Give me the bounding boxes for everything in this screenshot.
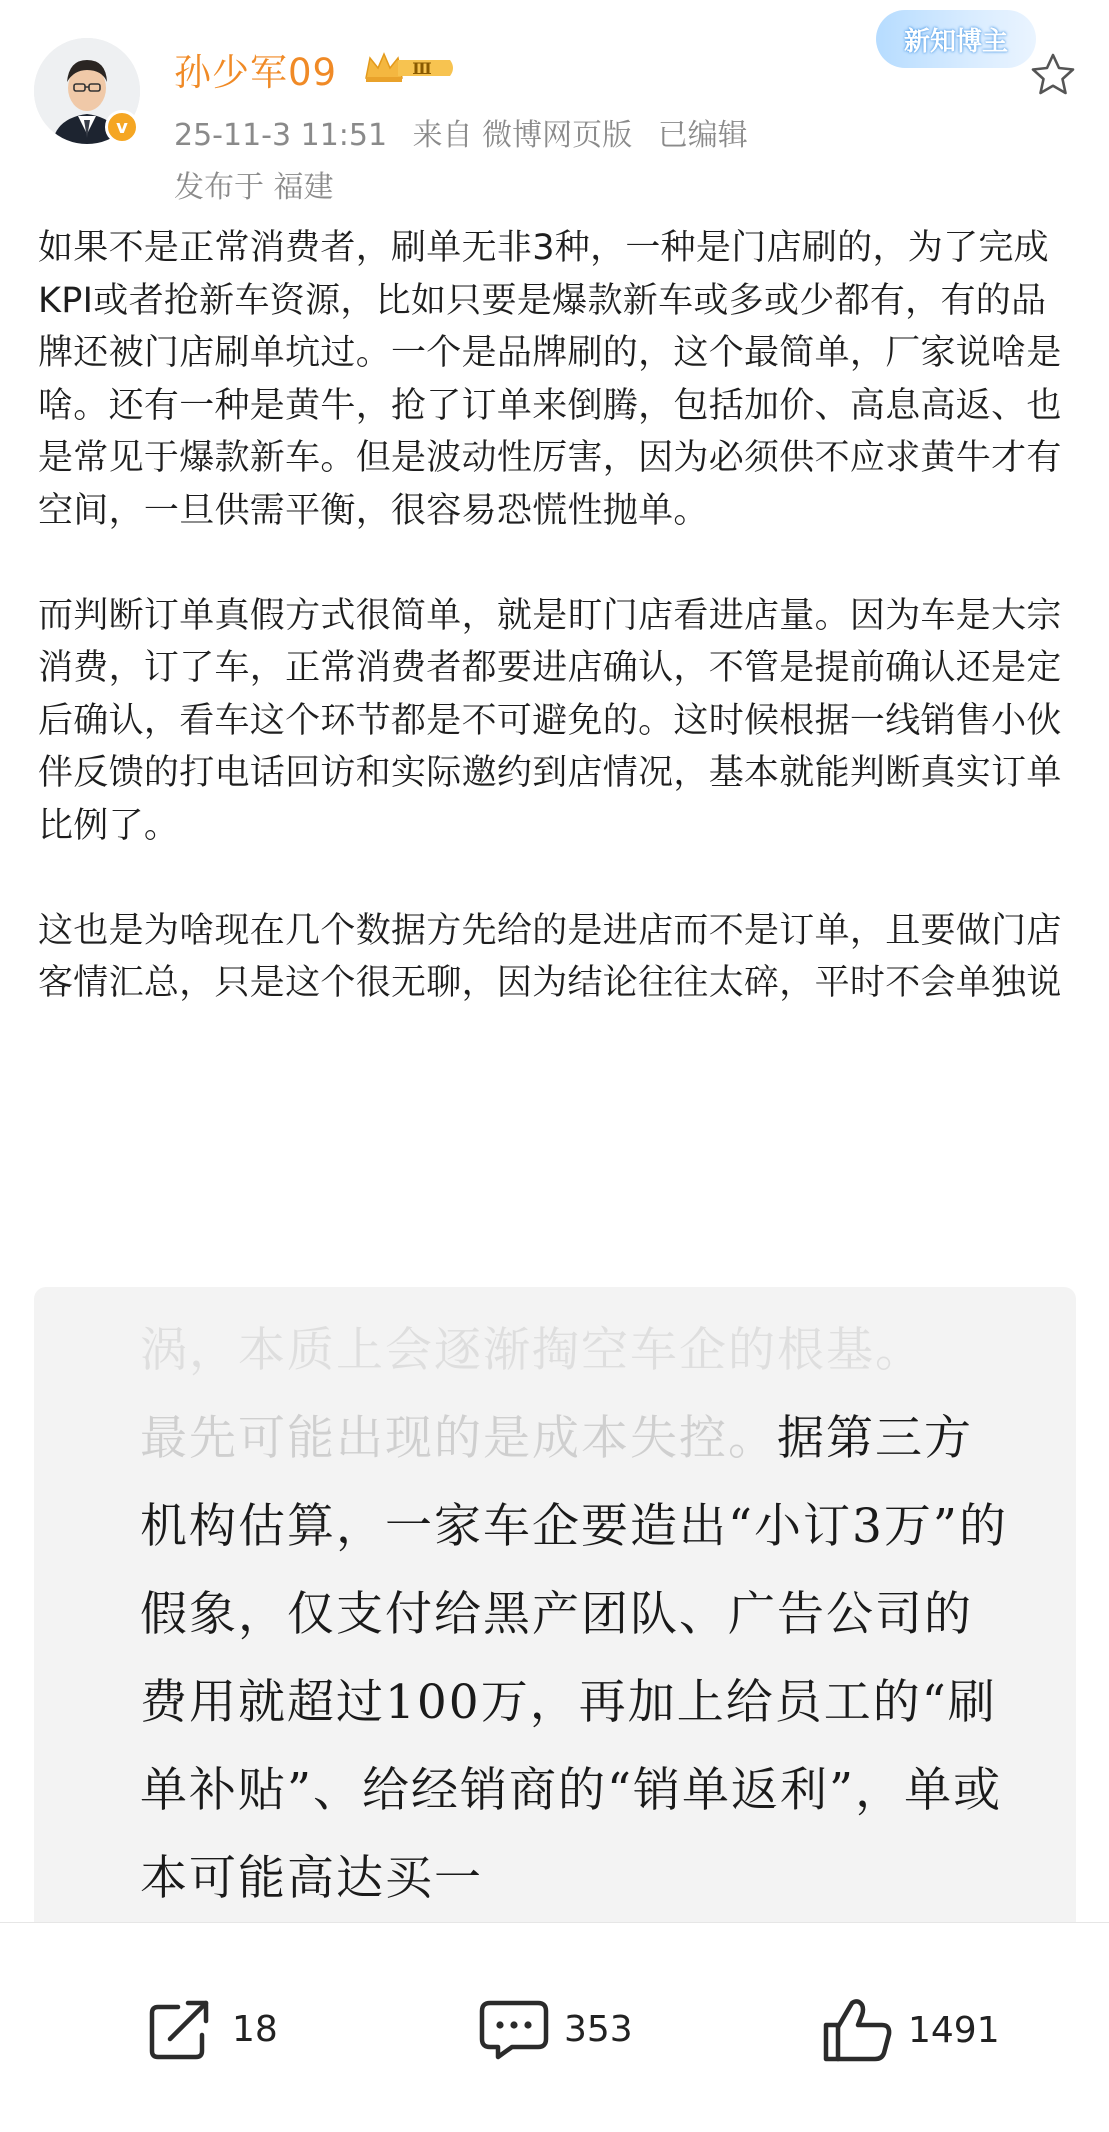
level-badge-text: Ⅲ (412, 59, 432, 78)
favorite-star-icon[interactable] (1030, 52, 1076, 96)
post-header (0, 0, 1109, 210)
post-body (38, 222, 1078, 1062)
action-bar (0, 1922, 1109, 2132)
post-meta (174, 110, 764, 154)
comment-icon (478, 1997, 550, 2061)
thumbs-up-icon (822, 1997, 894, 2063)
quoted-article-text (140, 1307, 1020, 1923)
quote-body: 据第三方机构估算，一家车企要造出“小订3万”的假象，仅支付给黑产团队、广告公司的费用就超过100万，再加上给员工的“刷单补贴”、给经销商的“销单返利”，单或本可能高达买一 (140, 1411, 1008, 1906)
quote-faded-lead: 最先可能出现的是成本失控。 (140, 1411, 777, 1466)
blogger-tag-badge[interactable]: 新知博主 (876, 10, 1036, 68)
comment-count: 353 (564, 2008, 633, 2050)
quoted-image-card[interactable] (34, 1287, 1076, 1947)
repost-icon (148, 1997, 218, 2061)
verified-badge-icon: v (105, 110, 139, 144)
post-paragraph: 如果不是正常消费者，刷单无非3种，一种是门店刷的，为了完成KPI或者抢新车资源，比如只要是爆款新车或多或少都有，有的品牌还被门店刷单坑过。一个是品牌刷的，这个最简单，厂家说啥是啥。还有一种是黄牛，抢了订单来倒腾，包括加价、高息高返、也是常见于爆款新车。但是波动性厉害，因为必须供不应求黄牛才有空间，一旦供需平衡，很容易恐慌性抛单。 (38, 228, 1062, 531)
post-date: 25-11-3 11:51 (174, 118, 388, 153)
post-paragraph: 而判断订单真假方式很简单，就是盯门店看进店量。因为车是大宗消费，订了车，正常消费者都要进店确认，不管是提前确认还是定后确认，看车这个环节都是不可避免的。这时候根据一线销售小伙伴反馈的打电话回访和实际邀约到店情况，基本就能判断真实订单比例了。 (38, 595, 1062, 846)
quote-faded-line: 涡，本质上会逐渐掏空车企的根基。 (140, 1323, 924, 1378)
crown-level-badge-icon (362, 48, 458, 88)
like-count: 1491 (908, 2009, 1000, 2051)
comment-button[interactable] (478, 1997, 633, 2061)
edited-label[interactable]: 已编辑 (657, 118, 748, 153)
post-location: 发布于 福建 (174, 170, 334, 205)
like-button[interactable] (822, 1997, 1000, 2063)
repost-button[interactable] (148, 1997, 278, 2061)
repost-count: 18 (232, 2008, 278, 2050)
post-source: 来自 微博网页版 (412, 118, 633, 153)
username[interactable]: 孙少军09 (174, 51, 338, 94)
post-paragraph: 这也是为啥现在几个数据方先给的是进店而不是订单，且要做门店客情汇总，只是这个很无聊，因为结论往往太碎，平时不会单独说 (38, 910, 1062, 1003)
